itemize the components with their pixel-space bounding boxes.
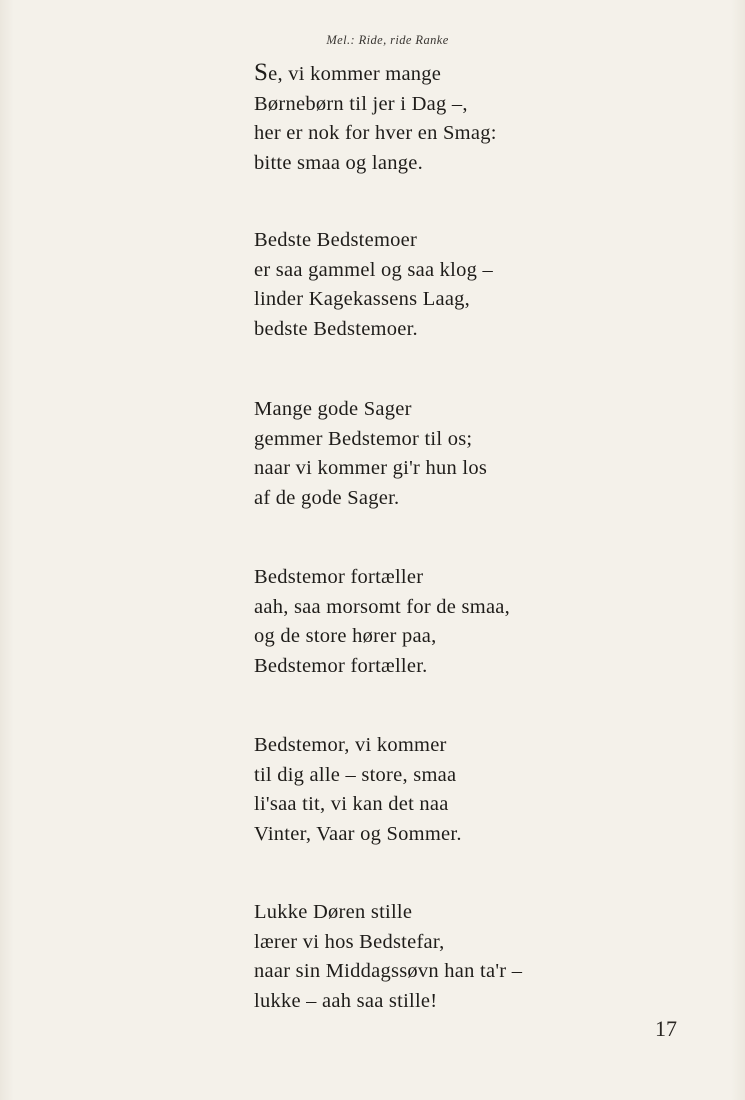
first-line-text: e, vi kommer mange xyxy=(268,63,442,85)
stanza-5 xyxy=(254,731,462,849)
stanza-line: Bedstemor fortæller. xyxy=(254,654,428,677)
stanza-line: lærer vi hos Bedstefar, xyxy=(254,930,445,953)
stanza-1 xyxy=(254,58,497,178)
stanza-line: gemmer Bedstemor til os; xyxy=(254,427,473,450)
stanza-line xyxy=(254,58,497,90)
stanza-line: aah, saa morsomt for de smaa, xyxy=(254,595,511,618)
stanza-line: li'saa tit, vi kan det naa xyxy=(254,793,449,815)
stanza-line: Børnebørn til jer i Dag –, xyxy=(254,92,468,115)
stanza-line: og de store hører paa, xyxy=(254,625,437,647)
stanza-line: lukke – aah saa stille! xyxy=(254,989,438,1012)
drop-cap: S xyxy=(254,59,269,86)
melody-note: Mel.: Ride, ride Ranke xyxy=(326,33,449,47)
stanza-line: Bedstemor fortæller xyxy=(254,566,424,588)
stanza-line: Mange gode Sager xyxy=(254,398,412,420)
stanza-4 xyxy=(254,563,510,681)
stanza-line: til dig alle – store, smaa xyxy=(254,763,457,786)
stanza-2 xyxy=(254,226,493,344)
stanza-line: Bedstemor, vi kommer xyxy=(254,734,447,756)
stanza-line: Bedste Bedstemoer xyxy=(254,229,418,251)
stanza-line: naar sin Middagssøvn han ta'r – xyxy=(254,960,523,982)
stanza-line: naar vi kommer gi'r hun los xyxy=(254,457,488,479)
stanza-3 xyxy=(254,395,487,513)
page-number: 17 xyxy=(655,1016,677,1041)
stanza-line: Vinter, Vaar og Sommer. xyxy=(254,822,462,845)
stanza-line: linder Kagekassens Laag, xyxy=(254,288,471,310)
stanza-line: er saa gammel og saa klog – xyxy=(254,258,494,281)
stanza-line: Lukke Døren stille xyxy=(254,901,413,923)
stanza-line: bedste Bedstemoer. xyxy=(254,317,418,340)
stanza-line: her er nok for hver en Smag: xyxy=(254,122,497,144)
stanza-6 xyxy=(254,898,522,1016)
stanza-line: af de gode Sager. xyxy=(254,486,400,509)
stanza-line: bitte smaa og lange. xyxy=(254,151,423,174)
